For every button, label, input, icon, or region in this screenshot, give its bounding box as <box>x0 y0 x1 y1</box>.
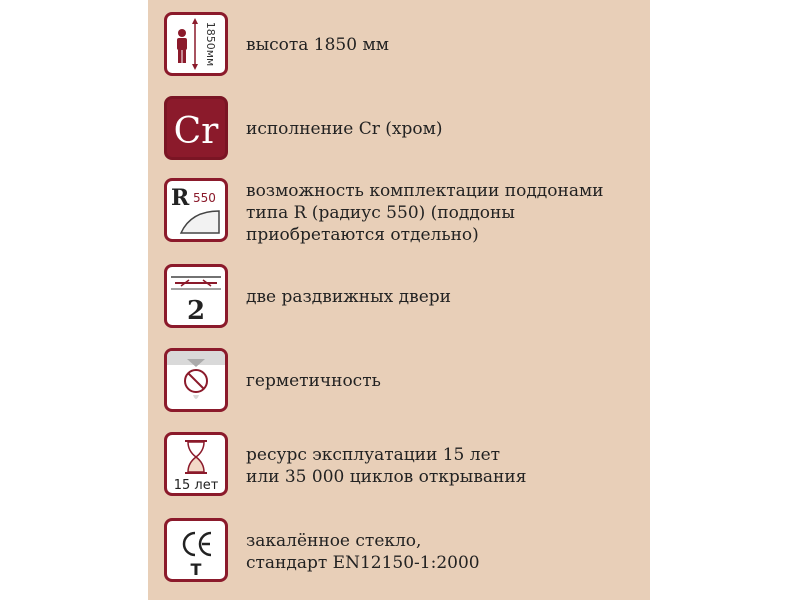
radius-value: 550 <box>193 191 216 205</box>
feature-height <box>164 12 650 82</box>
chrome-icon <box>164 96 228 160</box>
no-leak-icon <box>164 348 228 412</box>
radius-letter: R <box>171 185 190 211</box>
feature-line: ресурс эксплуатации 15 лет <box>246 445 501 465</box>
feature-line: приобретаются отдельно) <box>246 225 479 245</box>
feature-tempered-glass <box>164 518 650 588</box>
sliding-doors-icon <box>164 264 228 328</box>
feature-text <box>246 370 656 392</box>
feature-line: герметичность <box>246 371 381 391</box>
feature-radius-tray <box>164 178 650 248</box>
feature-lifetime <box>164 432 650 502</box>
feature-line: или 35 000 циклов открывания <box>246 467 527 487</box>
feature-line: две раздвижных двери <box>246 287 451 307</box>
feature-line: высота 1850 мм <box>246 35 389 55</box>
tempered-mark: T <box>190 560 202 579</box>
feature-text <box>246 286 656 308</box>
ce-tempered-glass-icon <box>164 518 228 582</box>
feature-sliding-doors <box>164 264 650 334</box>
feature-line: исполнение Cr (хром) <box>246 119 443 139</box>
feature-text <box>246 180 656 246</box>
feature-text <box>246 118 656 140</box>
feature-text <box>246 34 656 56</box>
feature-no-leak <box>164 348 650 418</box>
lifetime-label: 15 лет <box>173 478 219 493</box>
chrome-symbol: Cr <box>173 111 219 152</box>
feature-text <box>246 444 656 488</box>
radius-tray-icon <box>164 178 228 242</box>
feature-line: стандарт EN12150-1:2000 <box>246 553 480 573</box>
feature-line: закалённое стекло, <box>246 531 422 551</box>
hourglass-icon <box>164 432 228 496</box>
height-label: 1850мм <box>204 21 217 67</box>
height-person-icon <box>164 12 228 76</box>
features-panel <box>148 0 650 600</box>
feature-text <box>246 530 656 574</box>
feature-chrome <box>164 96 650 166</box>
feature-line: типа R (радиус 550) (поддоны <box>246 203 515 223</box>
doors-count: 2 <box>186 296 206 325</box>
feature-line: возможность комплектации поддонами <box>246 181 604 201</box>
